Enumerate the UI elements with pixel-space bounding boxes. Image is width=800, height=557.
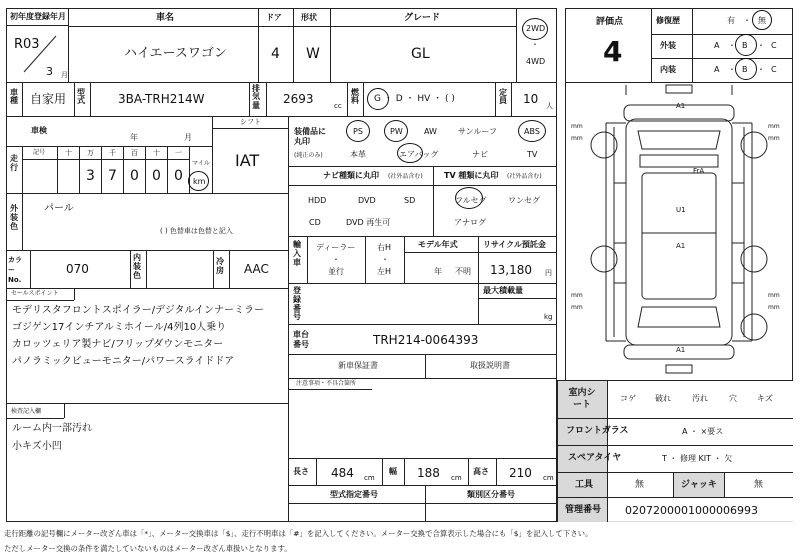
equipment-label: 装備品に丸印 bbox=[294, 127, 326, 147]
first-reg-label: 初年度登録年月 bbox=[10, 12, 66, 21]
mgmt-label: 管理番号 bbox=[565, 505, 602, 515]
length-value: 484 bbox=[331, 466, 354, 480]
navi-type-sub: (社外品含む) bbox=[388, 173, 423, 180]
unit-10: 十 bbox=[153, 149, 160, 157]
usage-value: 自家用 bbox=[30, 92, 67, 106]
km-circle bbox=[188, 171, 209, 191]
equip-pw: PW bbox=[390, 127, 403, 136]
equip-pw-circle bbox=[384, 120, 408, 142]
interior-a: A bbox=[714, 65, 720, 74]
height-label: 高さ bbox=[473, 467, 489, 476]
color-label: 外装色 bbox=[10, 204, 18, 231]
mileage-digit: 0 bbox=[174, 168, 183, 184]
color-no-value: 070 bbox=[66, 262, 89, 276]
seat-option: 汚れ bbox=[692, 394, 708, 403]
navi-cd: CD bbox=[309, 218, 321, 227]
length-label: 長さ bbox=[293, 467, 309, 476]
interior-label: 内装 bbox=[660, 65, 676, 74]
chassis-value: TRH214-0064393 bbox=[373, 333, 479, 347]
mileage-digit: 0 bbox=[130, 168, 139, 184]
shape-value: W bbox=[306, 46, 320, 62]
import-dot: ・ bbox=[332, 255, 340, 264]
equip-sunroof: サンルーフ bbox=[458, 127, 497, 136]
model-label: 型式 bbox=[77, 88, 85, 106]
color-note: ( ) 色替車は色替と記入 bbox=[160, 227, 233, 235]
ac-value: AAC bbox=[244, 262, 269, 276]
car-name: ハイエースワゴン bbox=[124, 46, 227, 61]
warranty-label: 新車保証書 bbox=[338, 361, 378, 370]
capacity-value: 10 bbox=[523, 92, 539, 106]
recycle-label: リサイクル預託金 bbox=[483, 240, 546, 249]
jack-value: 無 bbox=[754, 480, 764, 490]
door-label: ドア bbox=[266, 13, 282, 22]
shift-value: IAT bbox=[235, 151, 260, 170]
tools-label: 工具 bbox=[575, 480, 594, 490]
mm-label: mm bbox=[768, 135, 780, 142]
exterior-dot: ・ bbox=[757, 41, 765, 50]
drive-dot: ・ bbox=[531, 40, 539, 49]
mm-label: mm bbox=[768, 292, 780, 299]
displacement-value: 2693 bbox=[283, 92, 314, 106]
score-value: 4 bbox=[603, 35, 623, 68]
height-value: 210 bbox=[509, 466, 532, 480]
navi-hdd: HDD bbox=[308, 196, 327, 205]
left-h: 左H bbox=[377, 267, 392, 276]
notes-label: 注意事項・不具合箇所 bbox=[296, 380, 357, 387]
regno-label: 登録番号 bbox=[293, 286, 301, 322]
width-unit: cm bbox=[451, 474, 462, 482]
tv-type-label: TV 種類に丸印 bbox=[444, 171, 499, 180]
width-value: 188 bbox=[417, 466, 440, 480]
diagram-mark: A1 bbox=[676, 102, 686, 110]
cc-unit: cc bbox=[334, 102, 342, 110]
footer-line1: 走行距離の記号欄にメーター改ざん車は「*」、メーター交換車は「$」、走行不明車は「#」を記入してください。メーター交換で合算表示した場合にも「$」を記入して下さい。 bbox=[4, 529, 593, 538]
height-unit: cm bbox=[543, 474, 554, 482]
mileage-digit: 3 bbox=[86, 168, 95, 184]
tv-fullseg: フルセグ bbox=[455, 196, 487, 205]
shift-label: シフト bbox=[240, 118, 261, 126]
repair-no: 無 bbox=[758, 16, 766, 25]
drive-4wd: 4WD bbox=[526, 57, 546, 66]
exterior-b: B bbox=[742, 41, 748, 50]
footer-line2: ただしメーター交換の条件を満たしていないものはメーター改ざん車扱いとなります。 bbox=[4, 544, 292, 553]
type-number-label: 型式指定番号 bbox=[330, 490, 378, 499]
tv-fullseg-circle bbox=[455, 187, 483, 209]
interior-c: C bbox=[771, 65, 777, 74]
drive-2wd-circle bbox=[522, 18, 548, 40]
fuel-label: 燃料 bbox=[351, 88, 359, 106]
drive-2wd: 2WD bbox=[526, 24, 546, 33]
diagram-mark: A1 bbox=[676, 346, 686, 354]
diagram-mark: FrA bbox=[693, 167, 705, 175]
maxload-label: 最大積載量 bbox=[483, 286, 523, 295]
recycle-value: 13,180 bbox=[490, 263, 532, 277]
mgmt-value: 0207200001000006993 bbox=[625, 504, 758, 517]
unit-1k: 千 bbox=[109, 149, 116, 157]
equip-abs: ABS bbox=[524, 127, 540, 136]
sales-line: パノラミックビューモニター/パワースライドドア bbox=[12, 356, 235, 367]
exterior-b-circle bbox=[735, 34, 757, 56]
exterior-label: 外装 bbox=[660, 41, 676, 50]
manual-label: 取扱説明書 bbox=[470, 361, 510, 370]
spare-label: スペアタイヤ bbox=[568, 453, 622, 463]
seat-label: 室内シート bbox=[568, 388, 596, 410]
equip-airbag: エアバッグ bbox=[399, 150, 439, 159]
chassis-label: 車台番号 bbox=[293, 330, 309, 349]
mile-label: マイル bbox=[192, 160, 210, 167]
inspection-month: 月 bbox=[184, 133, 192, 142]
mileage-record-label: 記号 bbox=[33, 149, 46, 156]
import-parallel: 並行 bbox=[328, 267, 344, 276]
width-label: 幅 bbox=[389, 467, 397, 476]
equip-airbag-circle bbox=[397, 143, 423, 163]
displacement-label: 排気量 bbox=[252, 84, 260, 110]
repair-no-circle bbox=[752, 10, 772, 30]
diagram-mark: A1 bbox=[676, 242, 686, 250]
capacity-label: 定員 bbox=[499, 88, 507, 106]
yen-unit: 円 bbox=[545, 269, 552, 277]
sales-label: セールスポイント bbox=[11, 290, 59, 297]
unit-10k: 万 bbox=[87, 149, 94, 157]
equip-aw: AW bbox=[424, 127, 437, 136]
navi-sd: SD bbox=[404, 196, 416, 205]
score-label: 評価点 bbox=[596, 17, 624, 27]
model-year-label: モデル年式 bbox=[418, 240, 458, 249]
first-reg-era: R03 bbox=[14, 37, 40, 52]
navi-dvd-play: DVD 再生可 bbox=[346, 218, 391, 227]
interior-dot: ・ bbox=[728, 65, 736, 74]
sales-line: ゴジゲン17インチアルミホイール/4列10人乗り bbox=[12, 322, 227, 333]
glass-label: フロントガラス bbox=[566, 426, 629, 436]
mileage-digit: 0 bbox=[152, 168, 161, 184]
interior-dot: ・ bbox=[757, 65, 765, 74]
door-value: 4 bbox=[271, 46, 280, 62]
mm-label: mm bbox=[571, 123, 583, 130]
equip-ps: PS bbox=[353, 127, 363, 136]
jack-label: ジャッキ bbox=[681, 480, 717, 490]
equip-abs-circle bbox=[518, 120, 546, 142]
spare-options: T ・ 修理 KIT ・ 欠 bbox=[662, 454, 733, 463]
mm-label: mm bbox=[768, 123, 780, 130]
class-number-label: 類別区分番号 bbox=[467, 490, 515, 499]
hand-dot: ・ bbox=[381, 255, 389, 264]
inspection-label: 車検 bbox=[31, 126, 47, 135]
mm-label: mm bbox=[571, 135, 583, 142]
color-value: パール bbox=[44, 203, 74, 214]
repair-dot: ・ bbox=[743, 16, 751, 25]
diagram-mark: U1 bbox=[676, 206, 686, 214]
fuel-g-circle bbox=[367, 88, 389, 110]
sales-line: カロッツェリア製ナビ/フリップダウンモニター bbox=[12, 339, 224, 350]
inspect-label: 検査記入欄 bbox=[11, 408, 42, 415]
km-label: km bbox=[193, 177, 206, 186]
interior-color-label: 内装色 bbox=[133, 253, 141, 280]
exterior-c: C bbox=[771, 41, 777, 50]
equip-navi: ナビ bbox=[472, 150, 488, 159]
glass-options: A ・ ×要ス bbox=[682, 427, 724, 436]
model-year-unit: 年 bbox=[434, 267, 442, 276]
exterior-dot: ・ bbox=[728, 41, 736, 50]
interior-b-circle bbox=[735, 58, 757, 80]
navi-dvd: DVD bbox=[358, 196, 376, 205]
kg-unit: kg bbox=[544, 313, 553, 321]
usage-label: 車種 bbox=[10, 88, 18, 106]
mileage-label: 走行 bbox=[10, 154, 18, 172]
inspect-line: 小キズ小凹 bbox=[12, 441, 62, 452]
tv-type-sub: (社外品含む) bbox=[507, 173, 542, 180]
color-no-label: カラーNo. bbox=[8, 256, 22, 284]
exterior-a: A bbox=[714, 41, 720, 50]
seat-option: コゲ bbox=[620, 394, 636, 403]
repair-yes: 有 bbox=[727, 16, 735, 25]
model-value: 3BA-TRH214W bbox=[118, 92, 205, 106]
unit-100k: 十 bbox=[65, 149, 72, 157]
equip-tv: TV bbox=[527, 150, 538, 159]
car-name-label: 車名 bbox=[156, 13, 175, 23]
navi-type-label: ナビ種類に丸印 bbox=[323, 171, 379, 180]
first-reg-month: 3 bbox=[46, 65, 53, 78]
unit-100: 百 bbox=[131, 149, 138, 157]
mm-label: mm bbox=[571, 292, 583, 299]
mileage-digit: 7 bbox=[108, 168, 117, 184]
inspection-year: 年 bbox=[130, 133, 138, 142]
tv-analog: アナログ bbox=[454, 218, 486, 227]
fuel-options: G ・ D ・ HV ・ ( ) bbox=[374, 94, 455, 104]
equip-ps-circle bbox=[346, 120, 370, 142]
model-year-unknown: 不明 bbox=[455, 267, 471, 276]
length-unit: cm bbox=[364, 474, 375, 482]
grade-value: GL bbox=[411, 46, 430, 62]
seat-option: キズ bbox=[757, 394, 773, 403]
interior-b: B bbox=[742, 65, 748, 74]
ac-label: 冷房 bbox=[216, 257, 224, 275]
equip-leather: 本革 bbox=[350, 150, 366, 159]
import-label: 輸入車 bbox=[293, 240, 301, 267]
unit-1: 一 bbox=[175, 149, 182, 157]
import-dealer: ディーラー bbox=[316, 243, 356, 252]
grade-label: グレード bbox=[404, 13, 441, 23]
car-damage-diagram bbox=[566, 83, 792, 379]
person-unit: 人 bbox=[546, 102, 553, 110]
seat-option: 穴 bbox=[729, 394, 737, 403]
mm-label: mm bbox=[768, 304, 780, 311]
sales-line: モデリスタフロントスポイラー/デジタルインナーミラー bbox=[12, 305, 264, 316]
shape-label: 形状 bbox=[301, 13, 317, 22]
equipment-sub: (純正のみ) bbox=[294, 152, 323, 159]
mm-label: mm bbox=[571, 304, 583, 311]
seat-option: 破れ bbox=[655, 394, 671, 403]
right-h: 右H bbox=[377, 243, 392, 252]
tools-value: 無 bbox=[635, 480, 645, 490]
tv-oneseg: ワンセグ bbox=[508, 196, 540, 205]
repair-label: 修復歴 bbox=[656, 16, 680, 25]
inspect-line: ルーム内一部汚れ bbox=[12, 423, 92, 434]
reg-slash bbox=[20, 32, 60, 76]
month-unit: 月 bbox=[61, 71, 68, 79]
